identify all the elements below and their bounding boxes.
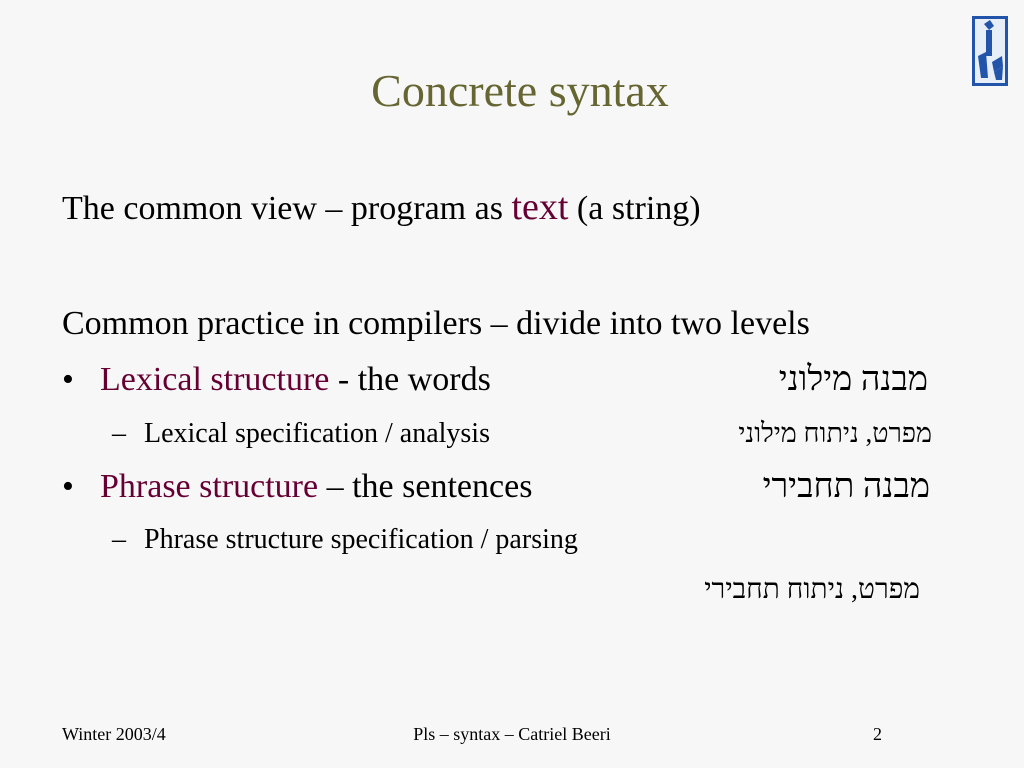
lexical-specification-hebrew: מפרט, ניתוח מילוני: [738, 418, 932, 448]
footer-course: Pls – syntax – Catriel Beeri: [413, 724, 611, 744]
bullet-marker: •: [62, 361, 74, 398]
common-practice-line: Common practice in compilers – divide into two levels: [62, 305, 810, 342]
phrase-structure-desc: – the sentences: [318, 468, 533, 505]
common-view-line: [62, 185, 701, 229]
phrase-specification-hebrew: מפרט, ניתוח תחבירי: [704, 574, 920, 605]
text-emphasis: text: [511, 186, 569, 228]
common-view-suffix: (a string): [568, 190, 701, 227]
phrase-specification-text: Phrase structure specification / parsing: [144, 524, 578, 555]
common-view-text: The common view – program as: [62, 190, 512, 227]
lexical-structure-hebrew: מבנה מילוני: [778, 361, 928, 398]
footer-page-number: 2: [873, 724, 882, 744]
sub-lexical-specification: [112, 418, 490, 450]
footer-date: Winter 2003/4: [62, 724, 166, 744]
bullet-lexical-structure: [62, 361, 491, 399]
dash-marker: –: [112, 524, 126, 555]
bullet-phrase-structure: [62, 468, 532, 506]
phrase-structure-hebrew: מבנה תחבירי: [762, 468, 930, 505]
lexical-structure-term: Lexical structure: [100, 361, 330, 398]
phrase-structure-term: Phrase structure: [100, 468, 319, 505]
bullet-marker: •: [62, 468, 74, 505]
lexical-structure-desc: - the words: [329, 361, 491, 398]
lexical-specification-text: Lexical specification / analysis: [144, 418, 490, 449]
university-logo-icon: [972, 16, 1008, 86]
slide-title: Concrete syntax: [371, 65, 669, 116]
sub-phrase-specification: [112, 524, 578, 556]
dash-marker: –: [112, 418, 126, 449]
